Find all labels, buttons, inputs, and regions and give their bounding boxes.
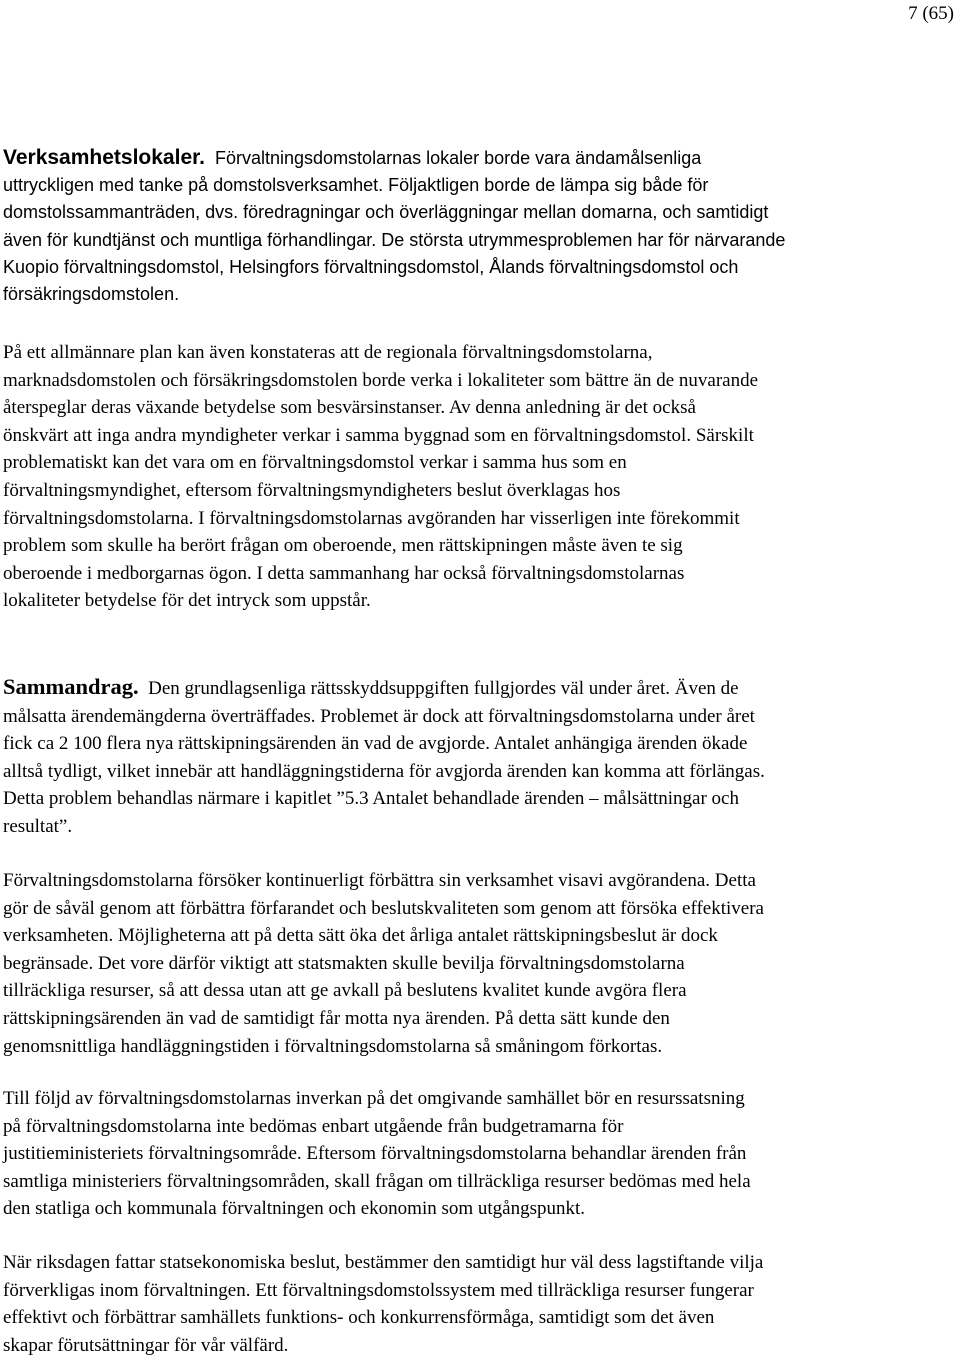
line-text: Förvaltningsdomstolarnas lokaler borde vara ändamålsenliga xyxy=(215,148,702,168)
paragraph-allmant xyxy=(3,339,758,615)
paragraph-riksdagen xyxy=(3,1249,763,1359)
paragraph-line: Till följd av förvaltningsdomstolarnas inverkan på det omgivande samhället bör en resurssatsning xyxy=(3,1088,745,1109)
paragraph-line: När riksdagen fattar statsekonomiska beslut, bestämmer den samtidigt hur väl dess lagstiftande vilja xyxy=(3,1252,764,1273)
paragraph-line: på förvaltningsdomstolarna inte bedömas enbart utgående från budgetramarna för xyxy=(3,1115,624,1137)
paragraph-line: justitieministeriets förvaltningsområde. Eftersom förvaltningsdomstolarna behandlar ärenden från xyxy=(3,1143,747,1165)
paragraph-line: även för kundtjänst och muntliga förhandlingar. De största utrymmesproblemen har för närvarande xyxy=(3,229,786,250)
paragraph-line: samtliga ministeriers förvaltningsområden, skall frågan om tillräckliga resurser bedömas med hela xyxy=(3,1170,751,1192)
page-number: 7 (65) xyxy=(908,3,954,24)
paragraph-line: förverkligas inom förvaltningen. Ett förvaltningsdomstolssystem med tillräckliga resurser fungerar xyxy=(3,1279,754,1301)
paragraph-line: lokaliteter betydelse för det intryck som uppstår. xyxy=(3,590,371,612)
paragraph-line: alltså tydligt, vilket innebär att handläggningstiderna för avgjorda ärenden kan komma att förlängas. xyxy=(3,760,765,782)
paragraph-line: problem som skulle ha berört frågan om oberoende, men rättskipningen måste även te sig xyxy=(3,535,683,557)
paragraph-line: resultat”. xyxy=(3,815,73,837)
paragraph-line: förvaltningsdomstolarna. I förvaltningsdomstolarnas avgöranden har visserligen inte förekommit xyxy=(3,507,740,529)
paragraph-resurssatsning xyxy=(3,1085,751,1223)
paragraph-line xyxy=(3,673,765,703)
paragraph-line: skapar förutsättningar för vår välfärd. xyxy=(3,1334,289,1356)
paragraph-line: Kuopio förvaltningsdomstol, Helsingfors förvaltningsdomstol, Ålands förvaltningsdomstol och xyxy=(3,256,739,277)
paragraph-line: önskvärt att inga andra myndigheter verkar i samma byggnad som en förvaltningsdomstol. Särskilt xyxy=(3,424,754,446)
paragraph-line: genomsnittliga handläggningstiden i förvaltningsdomstolarna så småningom förkortas. xyxy=(3,1035,663,1057)
paragraph-line: den statliga och kommunala förvaltningen och ekonomin som utgångspunkt. xyxy=(3,1198,586,1220)
paragraph-line: effektivt och förbättrar samhällets funktions- och konkurrensförmåga, samtidigt som det även xyxy=(3,1307,715,1329)
section-heading-sammandrag: Sammandrag. xyxy=(3,674,139,699)
paragraph-line xyxy=(3,144,785,172)
paragraph-line: På ett allmännare plan kan även konstateras att de regionala förvaltningsdomstolarna, xyxy=(3,342,653,363)
paragraph-line: begränsade. Det vore därför viktigt att statsmakten skulle bevilja förvaltningsdomstolarna xyxy=(3,952,685,974)
paragraph-forbattra xyxy=(3,867,764,1060)
paragraph-line: fick ca 2 100 flera nya rättskipningsärenden än vad de avgjorde. Antalet anhängiga ärenden ökade xyxy=(3,733,748,755)
paragraph-sammandrag xyxy=(3,673,765,841)
paragraph-line: verksamheten. Möjligheterna att på detta sätt öka det årliga antalet rättskipningsbeslut är dock xyxy=(3,925,718,947)
paragraph-line: oberoende i medborgarnas ögon. I detta sammanhang har också förvaltningsdomstolarnas xyxy=(3,562,685,584)
paragraph-line: Detta problem behandlas närmare i kapitlet ”5.3 Antalet behandlade ärenden – målsättningar och xyxy=(3,788,739,810)
paragraph-verksamhetslokaler xyxy=(3,144,785,308)
line-text: Den grundlagsenliga rättsskyddsuppgiften fullgjordes väl under året. Även de xyxy=(148,678,739,699)
section-heading-verksamhetslokaler: Verksamhetslokaler. xyxy=(3,146,205,169)
paragraph-line: marknadsdomstolen och försäkringsdomstolen borde verka i lokaliteter som bättre än de nuvarande xyxy=(3,369,759,391)
paragraph-line: förvaltningsmyndighet, eftersom förvaltningsmyndigheters beslut överklagas hos xyxy=(3,479,621,501)
paragraph-line: domstolssammanträden, dvs. föredragningar och överläggningar mellan domarna, och samtidigt xyxy=(3,202,769,223)
paragraph-line: målsatta ärendemängderna överträffades. Problemet är dock att förvaltningsdomstolarna under året xyxy=(3,705,755,727)
paragraph-line: rättskipningsärenden än vad de samtidigt får motta nya ärenden. På detta sätt kunde den xyxy=(3,1007,670,1029)
paragraph-line: tillräckliga resurser, så att dessa utan att ge avkall på beslutens kvalitet kunde avgöra flera xyxy=(3,980,687,1002)
paragraph-line: Förvaltningsdomstolarna försöker kontinuerligt förbättra sin verksamhet visavi avgörandena. Detta xyxy=(3,870,756,891)
paragraph-line: problematiskt kan det vara om en förvaltningsdomstol verkar i samma hus som en xyxy=(3,452,627,474)
paragraph-line: försäkringsdomstolen. xyxy=(3,284,180,305)
paragraph-line: gör de såväl genom att förbättra förfarandet och beslutskvaliteten som genom att försöka effektivera xyxy=(3,897,764,919)
paragraph-line: uttryckligen med tanke på domstolsverksamhet. Följaktligen borde de lämpa sig både för xyxy=(3,175,709,196)
paragraph-line: återspeglar deras växande betydelse som besvärsinstanser. Av denna anledning är det också xyxy=(3,397,696,419)
